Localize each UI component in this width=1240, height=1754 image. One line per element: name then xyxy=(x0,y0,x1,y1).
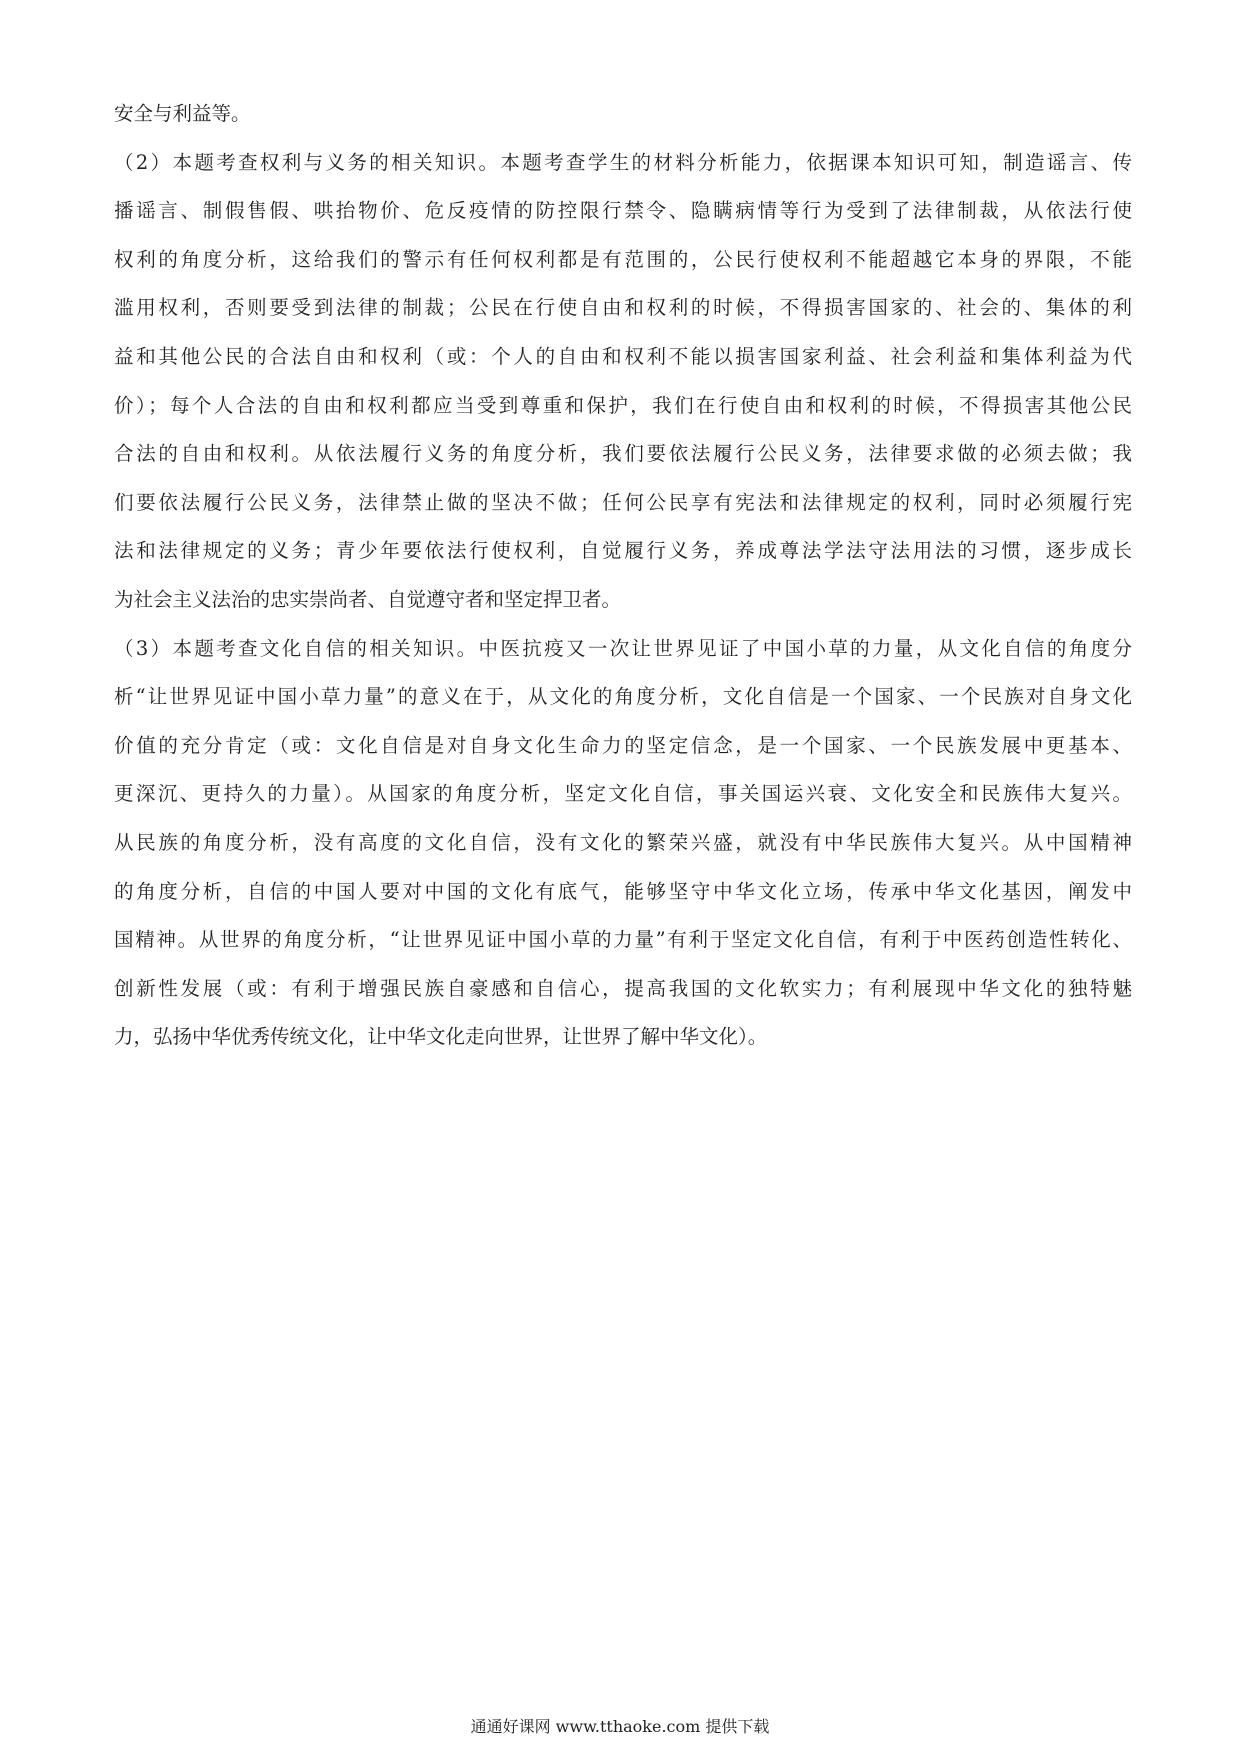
text-line: 创新性发展（或：有利于增强民族自豪感和自信心，提高我国的文化软实力；有利展现中华文化的独特魅 xyxy=(114,976,1132,1000)
text-line: 法和法律规定的义务；青少年要依法行使权利，自觉履行义务，养成尊法学法守法用法的习惯，逐步成长 xyxy=(114,539,1132,563)
text-line: 们要依法履行公民义务，法律禁止做的坚决不做；任何公民享有宪法和法律规定的权利，同时必须履行宪 xyxy=(114,490,1132,514)
text-line: 的角度分析，自信的中国人要对中国的文化有底气，能够坚守中华文化立场，传承中华文化基因，阐发中 xyxy=(114,879,1132,903)
text-line: 权利的角度分析，这给我们的警示有任何权利都是有范围的，公民行使权利不能超越它本身的界限，不能 xyxy=(114,247,1132,271)
text-line: 价）；每个人合法的自由和权利都应当受到尊重和保护，我们在行使自由和权利的时候，不得损害其他公民 xyxy=(114,393,1132,417)
text-line: 从民族的角度分析，没有高度的文化自信，没有文化的繁荣兴盛，就没有中华民族伟大复兴。从中国精神 xyxy=(114,830,1132,854)
text-line: （2）本题考查权利与义务的相关知识。本题考查学生的材料分析能力，依据课本知识可知，制造谣言、传 xyxy=(114,150,1132,174)
text-line: 合法的自由和权利。从依法履行义务的角度分析，我们要依法履行公民义务，法律要求做的必须去做；我 xyxy=(114,442,1132,466)
text-line: 滥用权利，否则要受到法律的制裁；公民在行使自由和权利的时候，不得损害国家的、社会的、集体的利 xyxy=(114,296,1132,320)
text-line: 国精神。从世界的角度分析，“让世界见证中国小草的力量”有利于坚定文化自信，有利于中医药创造性转化、 xyxy=(114,928,1132,952)
text-line: 播谣言、制假售假、哄抬物价、危反疫情的防控限行禁令、隐瞒病情等行为受到了法律制裁，从依法行使 xyxy=(114,199,1132,223)
text-line: （3）本题考查文化自信的相关知识。中医抗疫又一次让世界见证了中国小草的力量，从文化自信的角度分 xyxy=(114,636,1132,660)
text-line: 析“让世界见证中国小草力量”的意义在于，从文化的角度分析，文化自信是一个国家、一个民族对自身文化 xyxy=(114,685,1132,709)
text-line: 为社会主义法治的忠实崇尚者、自觉遵守者和坚定捍卫者。 xyxy=(114,587,622,611)
text-line: 益和其他公民的合法自由和权利（或：个人的自由和权利不能以损害国家利益、社会利益和集体利益为代 xyxy=(114,344,1132,368)
page-footer: 通通好课网 www.tthaoke.com 提供下载 xyxy=(470,1717,770,1736)
text-line: 安全与利益等。 xyxy=(114,102,251,125)
text-line: 价值的充分肯定（或：文化自信是对自身文化生命力的坚定信念，是一个国家、一个民族发展中更基本、 xyxy=(114,733,1132,757)
text-line: 力，弘扬中华优秀传统文化，让中华文化走向世界，让世界了解中华文化）。 xyxy=(114,1025,768,1049)
document-body xyxy=(114,96,1132,1068)
text-line: 更深沉、更持久的力量）。从国家的角度分析，坚定文化自信，事关国运兴衰、文化安全和民族伟大复兴。 xyxy=(114,782,1132,806)
